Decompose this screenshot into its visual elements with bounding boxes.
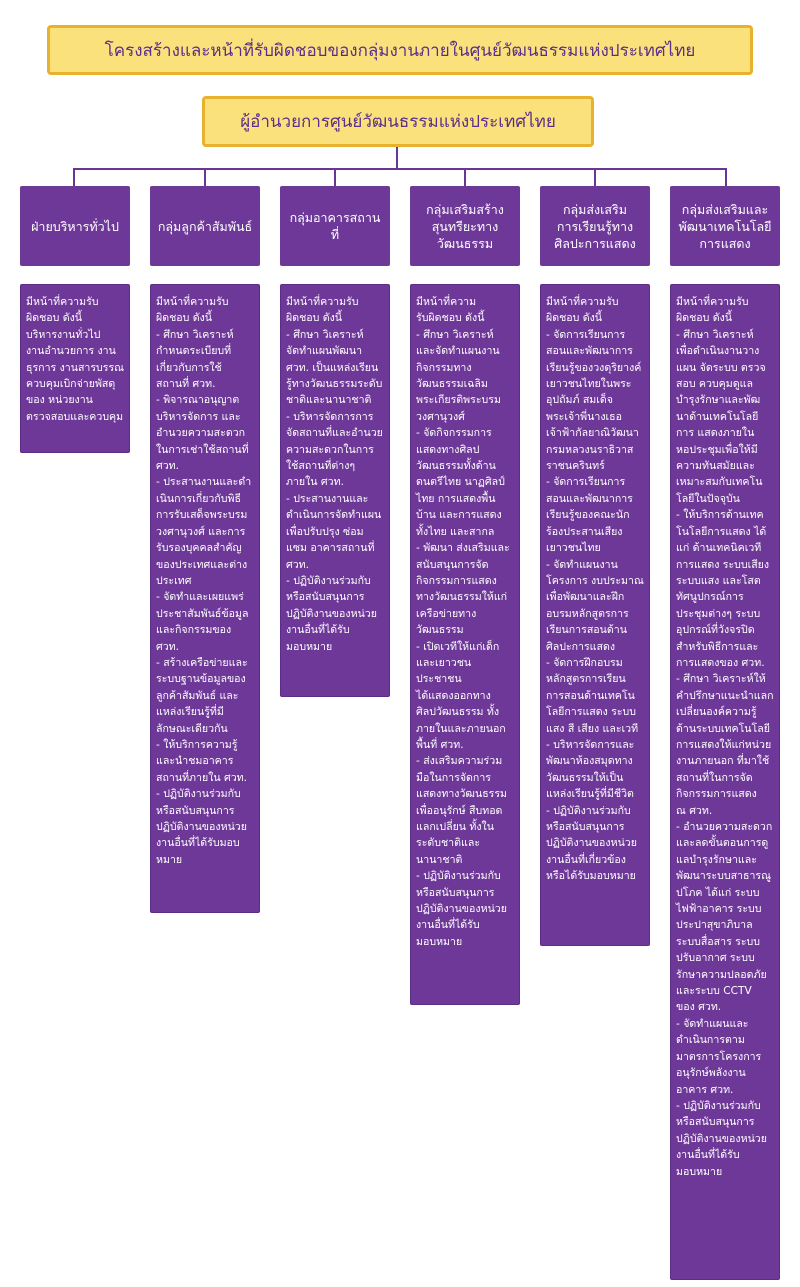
unit-header-label: กลุ่มส่งเสริม การเรียนรู้ทาง ศิลปะการแสดง [554, 201, 636, 251]
unit-duties-general-admin: มีหน้าที่ความรับ ผิดชอบ ดังนี้ บริหารงานทั่วไป งานอำนวยการ งาน ธุรการ งานสารบรรณ ควบคุมเบิกจ่ายพัสดุ ของ หน่วยงาน ตรวจสอบและควบคุม [20, 284, 130, 453]
director-box [202, 96, 594, 147]
connector-unit-5 [594, 168, 596, 187]
unit-header-cultural-aesthetics [410, 186, 520, 266]
connector-unit-2 [204, 168, 206, 187]
unit-header-buildings [280, 186, 390, 266]
connector-unit-1 [73, 168, 75, 187]
connector-director-down [396, 147, 398, 169]
connector-horizontal [73, 168, 727, 170]
unit-duties-buildings: มีหน้าที่ความรับ ผิดชอบ ดังนี้ - ศึกษา วิเคราะห์ จัดทำแผนพัฒนา ศวท. เป็นแหล่งเรียน รู้ทางวัฒนธรรมระดับ ชาติและนานาชาติ - บริหารจัดการการ จัดสถานที่และอำนวย ความสะดวกในการ ใช้สถานที่ต่างๆ ภายใน ศวท. - ประสานงานและ ดำเนินการจัดทำแผน เพื่อปรับปรุง ซ่อม แซม อาคารสถานที่ ศวท. - ปฏิบัติงานร่วมกับ หรือสนับสนุนการ ปฏิบัติงานของหน่วย งานอื่นที่ได้รับ มอบหมาย [280, 284, 390, 697]
connector-unit-4 [464, 168, 466, 187]
unit-duties-customer-relations: มีหน้าที่ความรับ ผิดชอบ ดังนี้ - ศึกษา วิเคราะห์ กำหนดระเบียบที่ เกี่ยวกับการใช้ สถานที่ ศวท. - พิจารณาอนุญาต บริหารจัดการ และ อำนวยความสะดวก ในการเช่าใช้สถานที่ ศวท. - ประสานงานและดำ เนินการเกี่ยวกับพิธี การรับเสด็จพระบรม วงศานุวงศ์ และการ รับรองบุคคลสำคัญ ของประเทศและต่าง ประเทศ - จัดทำและเผยแพร่ ประชาสัมพันธ์ข้อมูล และกิจกรรมของ ศวท. - สร้างเครือข่ายและ ระบบฐานข้อมูลของ ลูกค้าสัมพันธ์ และ แหล่งเรียนรู้ที่มี ลักษณะเดียวกัน - ให้บริการความรู้ และนำชมอาคาร สถานที่ภายใน ศวท. - ปฏิบัติงานร่วมกับ หรือสนับสนุนการ ปฏิบัติงานของหน่วย งานอื่นที่ได้รับมอบ หมาย [150, 284, 260, 913]
unit-header-performance-technology [670, 186, 780, 266]
unit-header-label: กลุ่มอาคารสถานที่ [289, 210, 381, 242]
unit-header-label: กลุ่มเสริมสร้าง สุนทรียะทาง วัฒนธรรม [426, 201, 504, 251]
unit-duties-performing-arts-learning: มีหน้าที่ความรับ ผิดชอบ ดังนี้ - จัดการเรียนการ สอนและพัฒนาการ เรียนรู้ของวงดุริยางค์ เยาวชนไทยในพระ อุปถัมภ์ สมเด็จ พระเจ้าพี่นางเธอ เจ้าฟ้ากัลยาณิวัฒนา กรมหลวงนราธิวาส ราชนครินทร์ - จัดการเรียนการ สอนและพัฒนาการ เรียนรู้ของคณะนัก ร้องประสานเสียง เยาวชนไทย - จัดทำแผนงาน โครงการ งบประมาณ เพื่อพัฒนาและฝึก อบรมหลักสูตรการ เรียนการสอนด้าน ศิลปะการแสดง - จัดการฝึกอบรม หลักสูตรการเรียน การสอนด้านเทคโน โลยีการแสดง ระบบ แสง สี เสียง และเวที - บริหารจัดการและ พัฒนาห้องสมุดทาง วัฒนธรรมให้เป็น แหล่งเรียนรู้ที่มีชีวิต - ปฏิบัติงานร่วมกับ หรือสนับสนุนการ ปฏิบัติงานของหน่วย งานอื่นที่เกี่ยวข้อง หรือได้รับมอบหมาย [540, 284, 650, 946]
unit-header-general-admin [20, 186, 130, 266]
unit-header-customer-relations [150, 186, 260, 266]
unit-header-label: กลุ่มส่งเสริมและ พัฒนาเทคโนโลยี การแสดง [678, 201, 772, 251]
connector-unit-3 [334, 168, 336, 187]
unit-header-label: กลุ่มลูกค้าสัมพันธ์ [157, 218, 253, 234]
unit-duties-performance-technology: มีหน้าที่ความรับ ผิดชอบ ดังนี้ - ศึกษา วิเคราะห์ เพื่อดำเนินงานวาง แผน จัดระบบ ตรวจ สอบ ควบคุมดูแล บำรุงรักษาและพัฒ นาด้านเทคโนโลยี การ แสดงภายใน หอประชุมเพื่อให้มี ความทันสมัยและ เหมาะสมกับเทคโน โลยีในปัจจุบัน - ให้บริการด้านเทค โนโลยีการแสดง ได้ แก่ ด้านเทคนิคเวที การแสดง ระบบเสียง ระบบแสง และโสต ทัศนูปกรณ์การ ประชุมต่างๆ ระบบ อุปกรณ์ที่วังจรปิด สำหรับพิธีการและ การแสดงของ ศวท. - ศึกษา วิเคราะห์ให้ คำปรึกษาแนะนำแลก เปลี่ยนองค์ความรู้ ด้านระบบเทคโนโลยี การแสดงให้แก่หน่วย งานภายนอก ที่มาใช้ สถานที่ในการจัด กิจกรรมการแสดง ณ ศวท. - อำนวยความสะดวก และลดขั้นตอนการดู แลบำรุงรักษาและ พัฒนาระบบสาธารณู ปโภค ได้แก่ ระบบ ไฟฟ้าอาคาร ระบบ ประปาสุขาภิบาล ระบบสื่อสาร ระบบ ปรับอากาศ ระบบ รักษาความปลอดภัย และระบบ CCTV ของ ศวท. - จัดทำแผนและ ดำเนินการตาม มาตรการโครงการ อนุรักษ์พลังงาน อาคาร ศวท. - ปฏิบัติงานร่วมกับ หรือสนับสนุนการ ปฏิบัติงานของหน่วย งานอื่นที่ได้รับ มอบหมาย [670, 284, 780, 1280]
chart-title-text: โครงสร้างและหน้าที่รับผิดชอบของกลุ่มงานภายในศูนย์วัฒนธรรมแห่งประเทศไทย [104, 40, 696, 61]
unit-header-label: ฝ่ายบริหารทั่วไป [31, 218, 119, 234]
unit-header-performing-arts-learning [540, 186, 650, 266]
director-text: ผู้อำนวยการศูนย์วัฒนธรรมแห่งประเทศไทย [240, 112, 556, 132]
unit-duties-cultural-aesthetics: มีหน้าที่ความ รับผิดชอบ ดังนี้ - ศึกษา วิเคราะห์ และจัดทำแผนงาน กิจกรรมทาง วัฒนธรรมเฉลิม พระเกียรติพระบรม วงศานุวงศ์ - จัดกิจกรรมการ แสดงทางศิลป วัฒนธรรมทั้งด้าน ดนตรีไทย นาฏศิลป์ ไทย การแสดงพื้น บ้าน และการแสดง ทั้งไทย และสากล - พัฒนา ส่งเสริมและ สนับสนุนการจัด กิจกรรมการแสดง ทางวัฒนธรรมให้แก่ เครือข่ายทาง วัฒนธรรม - เปิดเวทีให้แก่เด็ก และเยาวชน ประชาชน ได้แสดงออกทาง ศิลปวัฒนธรรม ทั้ง ภายในและภายนอก พื้นที่ ศวท. - ส่งเสริมความร่วม มือในการจัดการ แสดงทางวัฒนธรรม เพื่ออนุรักษ์ สืบทอด แลกเปลี่ยน ทั้งใน ระดับชาติและ นานาชาติ - ปฏิบัติงานร่วมกับ หรือสนับสนุนการ ปฏิบัติงานของหน่วย งานอื่นที่ได้รับ มอบหมาย [410, 284, 520, 1005]
chart-title [47, 25, 753, 75]
connector-unit-6 [725, 168, 727, 187]
